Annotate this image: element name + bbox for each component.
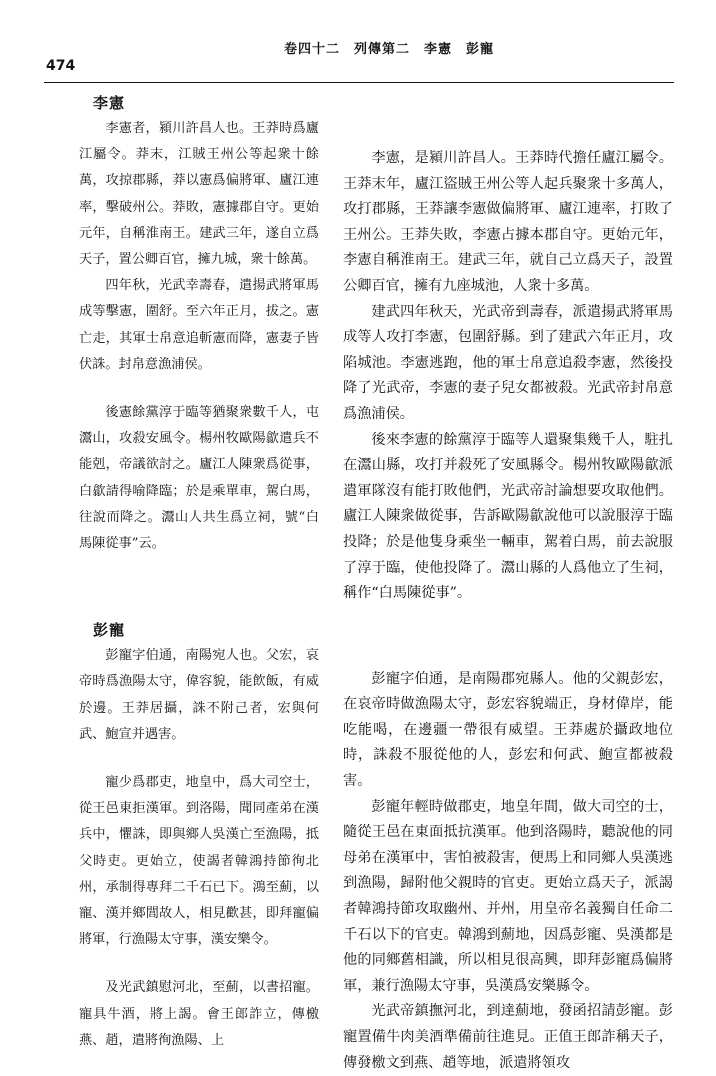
original-paragraph: 彭寵字伯通，南陽宛人也。父宏，哀帝時爲漁陽太守，偉容貌，能飲飯，有威於邊。王莽居攝，誅不附己者，宏與何武、鮑宣并遇害。 — [79, 648, 319, 742]
original-paragraph: 及光武鎮慰河北，至薊，以書招寵。寵具牛酒，將上謁。會王郎詐立，傳檄燕、趙，遣將徇漁陽、上 — [79, 980, 319, 1048]
translation-paragraph: 建武四年秋天，光武帝到壽春，派遣揚武將軍馬成等人攻打李憲，包圍舒縣。到了建武六年正月，攻陷城池。李憲逃跑，他的軍士帛意追殺李憲，然後投降了光武帝，李憲的妻子兒女都被殺。光武帝封帛意爲漁浦侯。 — [343, 303, 673, 422]
translation-paragraph: 李憲，是潁川許昌人。王莽時代擔任廬江屬令。王莽末年，廬江盜賊王州公等人起兵聚衆十多萬人，攻打郡縣，王莽讓李憲做偏將軍、廬江連率，打敗了王州公。王莽失敗，李憲占據本郡自守。更始元年，李憲自稱淮南王。建武三年，就自己立爲天子，設置公卿百官，擁有九座城池，人衆十多萬。 — [343, 150, 673, 294]
translation-paragraph: 光武帝鎮撫河北，到達薊地，發函招請彭寵。彭寵置備牛肉美酒準備前往進見。正值王郎詐稱天子，傳發檄文到燕、趙等地，派遣將領攻 — [343, 1003, 673, 1071]
section-title-li-xian: 李憲 — [93, 94, 126, 112]
translation-paragraph: 彭寵年輕時做郡吏，地皇年間，做大司空的士，隨從王邑在東面抵抗漢軍。他到洛陽時，聽說他的同母弟在漢軍中，害怕被殺害，便馬上和同鄉人吳漢逃到漁陽，歸附他父親時的官吏。更始立爲天子，派謁者韓鴻持節攻取幽州、并州，用皇帝名義獨自任命二千石以下的官吏。韓鴻到薊地，因爲彭寵、吳漢都是他的同鄉舊相識，所以相見很高興，即拜彭寵爲偏將軍，兼行漁陽太守事，吳漢爲安樂縣令。 — [343, 798, 673, 994]
original-paragraph: 四年秋，光武幸壽春，遣揚武將軍馬成等擊憲，圍舒。至六年正月，拔之。憲亡走，其軍士帛意追斬憲而降，憲妻子皆伏誅。封帛意漁浦侯。 — [79, 278, 319, 372]
translation-paragraph: 彭寵字伯通，是南陽郡宛縣人。他的父親彭宏，在哀帝時做漁陽太守，彭宏容貌端正，身材偉岸，能吃能喝，在邊疆一帶很有威望。王莽處於攝政地位時，誅殺不服從他的人，彭宏和何武、鮑宣都被殺害。 — [343, 670, 673, 790]
section-title-peng-chong: 彭寵 — [93, 621, 126, 640]
translation-paragraph: 後來李憲的餘黨淳于臨等人還聚集幾千人，駐扎在灊山縣，攻打并殺死了安風縣令。楊州牧歐陽歙派遣軍隊沒有能打敗他們，光武帝討論想要攻取他們。廬江人陳衆做從事，告訴歐陽歙說他可以說服淳于臨投降；於是他隻身乘坐一輛車，駕着白馬，前去說服了淳于臨，使他投降了。灊山縣的人爲他立了生祠，稱作“白馬陳從事”。 — [343, 431, 673, 602]
page-header — [44, 28, 674, 83]
original-paragraph: 寵少爲郡吏，地皇中，爲大司空士，從王邑東拒漢軍。到洛陽，聞同產弟在漢兵中，懼誅，即與鄉人吳漢亡至漁陽，抵父時吏。更始立，使謁者韓鴻持節徇北州，承制得專拜二千石已下。鴻至薊，以寵、漢并鄉閭故人，相見歡甚，即拜寵偏將軍，行漁陽太守事，漢安樂令。 — [79, 775, 319, 948]
original-paragraph: 李憲者，潁川許昌人也。王莽時爲廬江屬令。莽末，江賊王州公等起衆十餘萬，攻掠郡縣，莽以憲爲偏將軍、廬江連率，擊破州公。莽敗，憲據郡自守。更始元年，自稱淮南王。建武三年，遂自立爲天子，置公卿百官，擁九城，衆十餘萬。 — [79, 121, 319, 268]
translation-column — [343, 90, 673, 1076]
original-paragraph: 後憲餘黨淳于臨等猶聚衆數千人，屯灊山，攻殺安風令。楊州牧歐陽歙遣兵不能剋，帝議欲討之。廬江人陳衆爲從事，白歙請得喻降臨；於是乘單車，駕白馬，往說而降之。灊山人共生爲立祠，號“白馬陳從事”云。 — [79, 405, 319, 552]
page-number: 474 — [46, 58, 76, 74]
running-title: 卷四十二 列傳第二 李憲 彭寵 — [284, 42, 495, 57]
original-text-column — [79, 90, 319, 1054]
